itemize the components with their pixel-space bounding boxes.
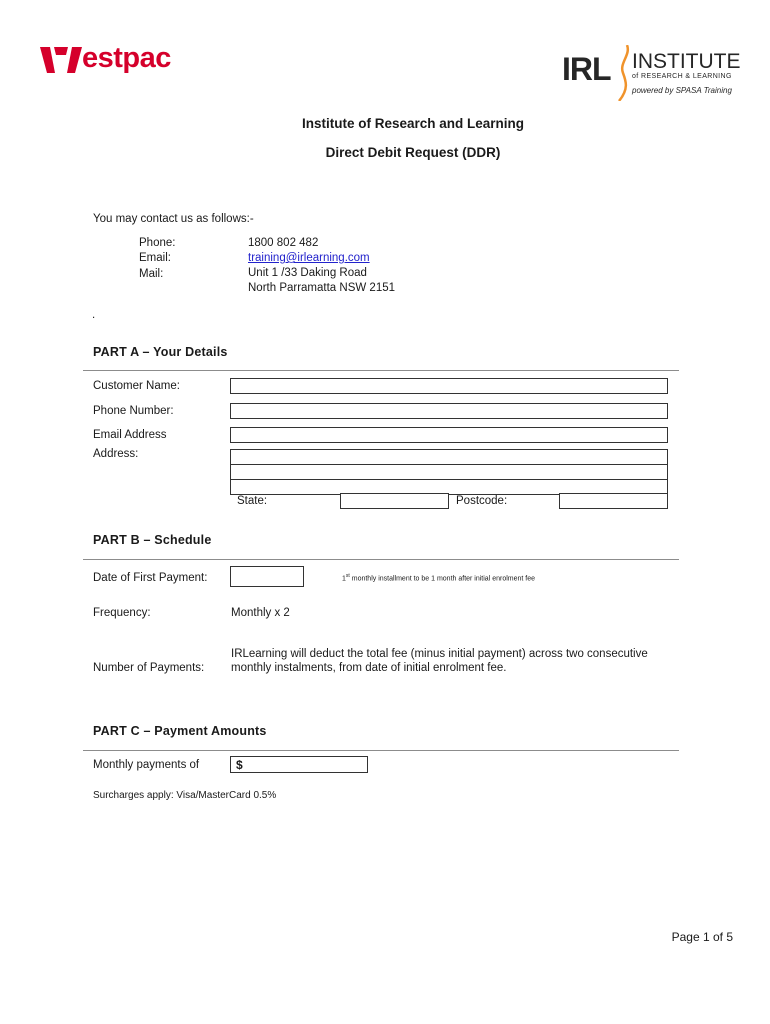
irl-swoosh-icon	[617, 45, 633, 101]
contact-mail-label: Mail:	[139, 268, 164, 280]
stray-dot: .	[92, 309, 96, 321]
monthly-payment-amount-field[interactable]	[230, 756, 368, 773]
irl-logo	[560, 45, 745, 101]
number-of-payments-text-line1: IRLearning will deduct the total fee (minus initial payment) across two consecutive	[231, 648, 648, 660]
address-line-2-field[interactable]	[230, 464, 668, 480]
part-c-divider	[83, 750, 679, 751]
postcode-field[interactable]	[559, 493, 668, 509]
document-title: Institute of Research and Learning	[301, 116, 525, 131]
contact-intro: You may contact us as follows:-	[93, 213, 254, 225]
state-field[interactable]	[340, 493, 449, 509]
postcode-label: Postcode:	[456, 495, 508, 507]
contact-phone-label: Phone:	[139, 237, 176, 249]
number-of-payments-label: Number of Payments:	[93, 662, 205, 674]
contact-phone-value: 1800 802 482	[248, 237, 319, 249]
monthly-payments-label: Monthly payments of	[93, 759, 200, 771]
part-b-heading: PART B – Schedule	[93, 533, 212, 547]
part-c-heading: PART C – Payment Amounts	[93, 724, 267, 738]
part-b-divider	[83, 559, 679, 560]
irl-subtitle: of RESEARCH & LEARNING	[632, 73, 732, 80]
number-of-payments-text-line2: monthly instalments, from date of initial enrolment fee.	[231, 662, 507, 674]
contact-mail-line1: Unit 1 /33 Daking Road	[248, 267, 367, 279]
contact-email-label: Email:	[139, 252, 171, 264]
phone-number-label: Phone Number:	[93, 405, 174, 417]
first-payment-label: Date of First Payment:	[93, 572, 208, 584]
frequency-value: Monthly x 2	[231, 607, 290, 619]
customer-name-field[interactable]	[230, 378, 668, 394]
email-address-label: Email Address	[93, 429, 167, 441]
irl-powered-by: powered by SPASA Training	[632, 86, 732, 95]
westpac-logo	[40, 42, 200, 81]
irl-mark: IRL	[562, 51, 611, 87]
page-number: Page 1 of 5	[671, 930, 733, 944]
irl-institute-text: INSTITUTE	[632, 50, 741, 73]
surcharge-note: Surcharges apply: Visa/MasterCard 0.5%	[93, 790, 277, 801]
email-address-field[interactable]	[230, 427, 668, 443]
document-subtitle: Direct Debit Request (DDR)	[325, 145, 501, 160]
contact-email-link[interactable]: training@irlearning.com	[248, 252, 370, 264]
westpac-wordmark: estpac	[82, 42, 171, 74]
customer-name-label: Customer Name:	[93, 380, 180, 392]
address-line-1-field[interactable]	[230, 449, 668, 465]
frequency-label: Frequency:	[93, 607, 151, 619]
first-payment-note: 1st monthly installment to be 1 month after initial enrolment fee	[342, 573, 536, 583]
phone-number-field[interactable]	[230, 403, 668, 419]
part-a-divider	[83, 370, 679, 371]
westpac-w-icon	[40, 47, 82, 73]
contact-mail-line2: North Parramatta NSW 2151	[248, 282, 396, 294]
first-payment-date-field[interactable]	[230, 566, 304, 587]
part-a-heading: PART A – Your Details	[93, 345, 228, 359]
currency-symbol: $	[236, 758, 243, 772]
state-label: State:	[237, 495, 268, 507]
address-label: Address:	[93, 448, 139, 460]
